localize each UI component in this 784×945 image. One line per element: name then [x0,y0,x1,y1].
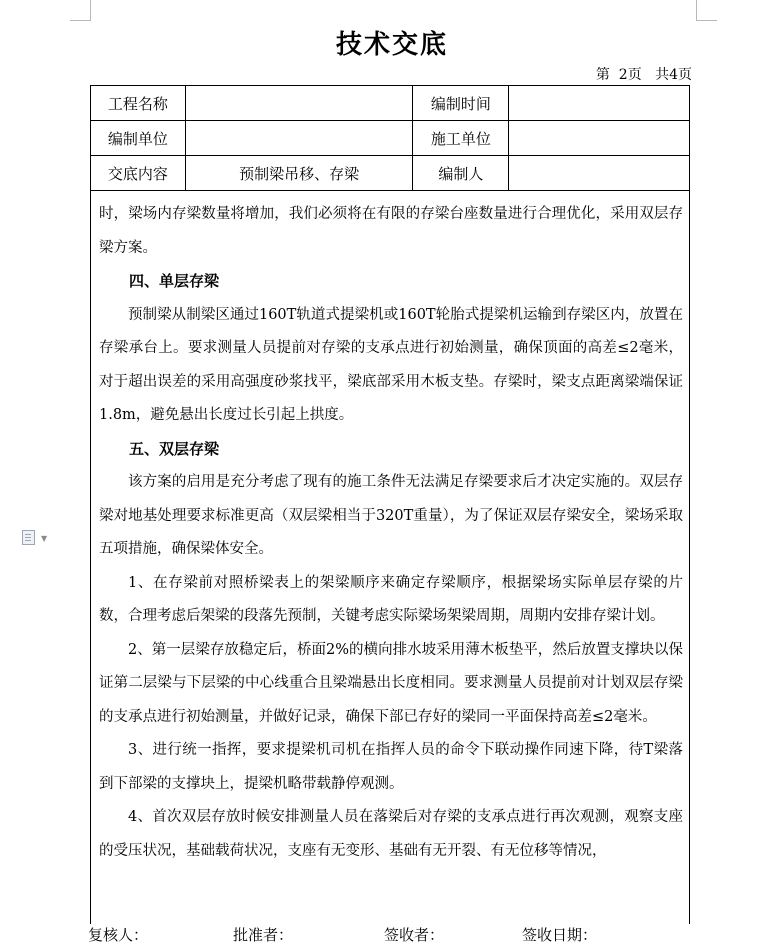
table-row [91,121,690,156]
content-label: 交底内容 [91,156,186,191]
project-name-label: 工程名称 [91,86,186,121]
document-body[interactable] [91,188,689,868]
info-table [90,85,690,191]
document-icon[interactable] [22,530,35,545]
page-number-info [596,64,692,84]
table-row [91,86,690,121]
paragraph: 4、首次双层存放时候安排测量人员在落梁后对存梁的支承点进行再次观测，观察支座的受压状况，基础载荷状况，支座有无变形、基础有无开裂、有无位移等情况， [99,809,683,859]
paragraph: 1、在存梁前对照桥梁表上的架梁顺序来确定存梁顺序，根据梁场实际单层存梁的片数，合理考虑后架梁的段落先预制，关键考虑实际梁场架梁周期，周期内安排存梁计划。 [99,574,683,624]
receiver-label: 签收者： [384,926,445,944]
document-title: 技术交底 [335,30,448,60]
section-heading: 五、双层存梁 [129,439,220,458]
compiler-value[interactable] [509,156,690,191]
page-number: 第 2页 [595,67,642,83]
paragraph: 时，梁场内存梁数量将增加，我们必须将在有限的存梁台座数量进行合理优化，采用双层存梁方案。 [99,206,683,256]
compile-time-label: 编制时间 [413,86,509,121]
project-name-value[interactable] [185,86,413,121]
paragraph: 该方案的启用是充分考虑了现有的施工条件无法满足存梁要求后才决定实施的。双层存梁对地基处理要求标准更高（双层梁相当于320T重量），为了保证双层存梁安全，梁场采取五项措施，确保梁体安全。 [99,474,683,557]
reviewer-label: 复核人： [88,926,149,944]
compiler-label: 编制人 [413,156,509,191]
compile-unit-label: 编制单位 [91,121,186,156]
content-box [90,188,690,924]
compile-time-value[interactable] [509,86,690,121]
compile-unit-value[interactable] [185,121,413,156]
construction-unit-label: 施工单位 [413,121,509,156]
section-heading: 四、单层存梁 [129,272,220,290]
content-value[interactable]: 预制梁吊移、存梁 [185,156,413,191]
paragraph: 3、进行统一指挥，要求提梁机司机在指挥人员的命令下联动操作同速下降，待T梁落到下部梁的支撑块上，提梁机略带载静停观测。 [99,742,683,792]
receive-date-label: 签收日期： [522,926,598,944]
table-row [91,156,690,191]
paragraph: 2、第一层梁存放稳定后，桥面2%的横向排水坡采用薄木板垫平，然后放置支撑块以保证第二层梁与下层梁的中心线重合且梁端悬出长度相同。要求测量人员提前对计划双层存梁的支承点进行初始测量，并做好记录，确保下部已存好的梁同一平面保持高差≤2毫米。 [99,641,683,725]
chevron-down-icon[interactable]: ▼ [41,534,48,543]
page-corner-mark-right [696,0,717,21]
construction-unit-value[interactable] [509,121,690,156]
approver-label: 批准者： [233,926,294,944]
paragraph: 预制梁从制梁区通过160T轨道式提梁机或160T轮胎式提梁机运输到存梁区内，放置在存梁承台上。要求测量人员提前对存梁的支承点进行初始测量，确保顶面的高差≤2毫米，对于超出误差的采用高强度砂浆找平，梁底部采用木板支垫。存梁时，梁支点距离梁端保证1.8m，避免悬出长度过长引起上拱度。 [99,306,683,423]
page-corner-mark-left [70,0,91,21]
total-pages: 共4页 [655,67,692,83]
